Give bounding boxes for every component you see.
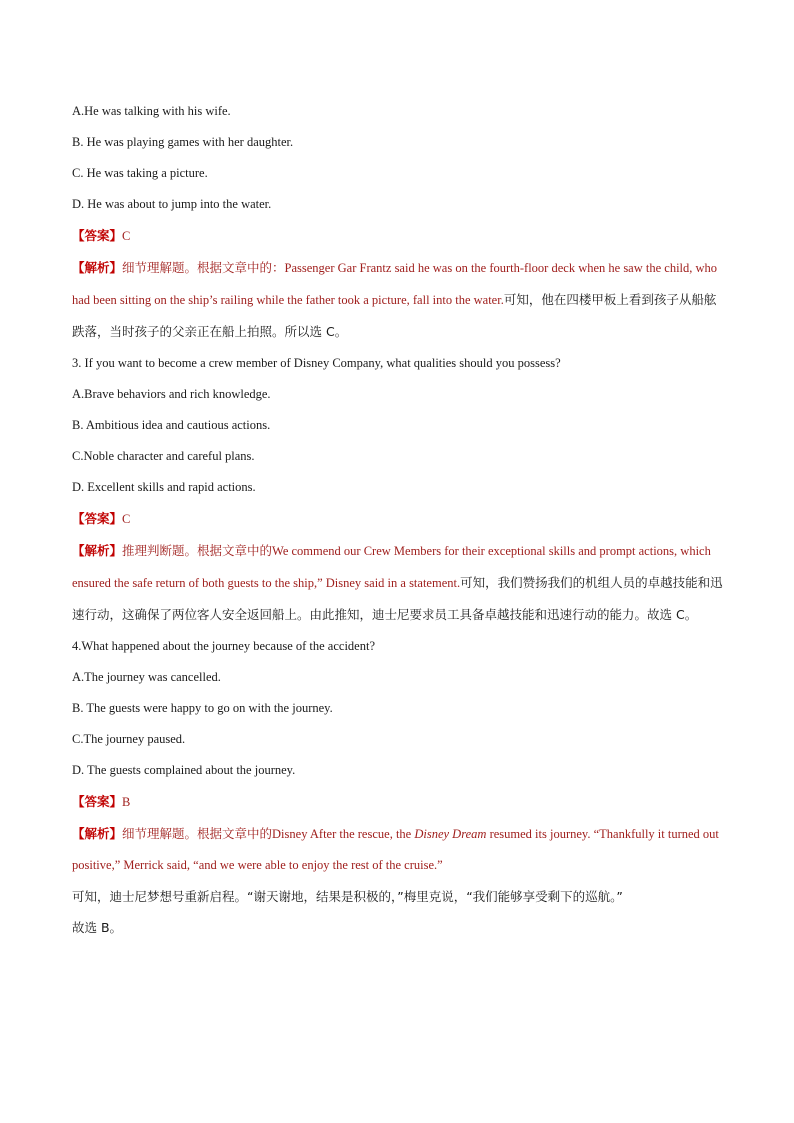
q2-analysis bbox=[72, 252, 724, 348]
answer-value: C bbox=[122, 512, 131, 526]
q2-option-d: D. He was about to jump into the water. bbox=[72, 197, 272, 211]
q3-answer bbox=[72, 503, 724, 535]
q4-option-d: D. The guests complained about the journey. bbox=[72, 763, 296, 777]
analysis-chinese: 可知，他在四楼甲板上看到孩子从船舷跌落，当时孩子的父亲正在船上拍照。所以选 C。 bbox=[72, 292, 717, 339]
q4-option-a: A.The journey was cancelled. bbox=[72, 670, 221, 684]
analysis-quote-b: resumed its journey. “Thankfully it turned out positive,” Merrick said, “and we were able to enjoy the rest of the cruise.” bbox=[72, 827, 719, 872]
analysis-quote: We commend our Crew Members for their exceptional skills and prompt actions, which ensured the safe return of both guests to the ship,” Disney said in a statement. bbox=[72, 544, 711, 590]
answer-tag: 【答案】 bbox=[72, 511, 123, 526]
analysis-type: 推理判断题。根据文章中的 bbox=[122, 543, 273, 558]
analysis-quote: Passenger Gar Frantz said he was on the fourth-floor deck when he saw the child, who had been sitting on the ship’s railing while the father took a picture, fall into the water. bbox=[72, 261, 718, 307]
q2-option-a: A.He was talking with his wife. bbox=[72, 104, 231, 118]
q3-option-d: D. Excellent skills and rapid actions. bbox=[72, 480, 256, 494]
q4-option-b: B. The guests were happy to go on with the journey. bbox=[72, 701, 333, 715]
q3-option-a: A.Brave behaviors and rich knowledge. bbox=[72, 387, 271, 401]
answer-value: B bbox=[122, 795, 131, 809]
q3-option-c: C.Noble character and careful plans. bbox=[72, 449, 255, 463]
q4-analysis bbox=[72, 818, 724, 881]
q2-answer bbox=[72, 220, 724, 252]
q3-question: 3. If you want to become a crew member of Disney Company, what qualities should you possess? bbox=[72, 356, 561, 370]
q4-question: 4.What happened about the journey because of the accident? bbox=[72, 639, 375, 653]
q4-analysis-chinese: 可知，迪士尼梦想号重新启程。“谢天谢地，结果是积极的，”梅里克说，“我们能够享受剩下的巡航。” bbox=[72, 889, 623, 904]
analysis-tag: 【解析】 bbox=[72, 260, 123, 275]
q4-option-c: C.The journey paused. bbox=[72, 732, 186, 746]
analysis-quote-a: Disney After the rescue, the bbox=[272, 827, 415, 841]
document-page bbox=[72, 96, 724, 943]
answer-tag: 【答案】 bbox=[72, 794, 123, 809]
analysis-tag: 【解析】 bbox=[72, 543, 123, 558]
analysis-type: 细节理解题。根据文章中的： bbox=[122, 260, 285, 275]
answer-value: C bbox=[122, 229, 131, 243]
q2-option-b: B. He was playing games with her daughter. bbox=[72, 135, 294, 149]
q4-analysis-end: 故选 B。 bbox=[72, 920, 123, 935]
analysis-quote-italic: Disney Dream bbox=[414, 827, 487, 841]
analysis-chinese: 可知，我们赞扬我们的机组人员的卓越技能和迅速行动，这确保了两位客人安全返回船上。由此推知，迪士尼要求员工具备卓越技能和迅速行动的能力。故选 C。 bbox=[72, 575, 723, 622]
analysis-type: 细节理解题。根据文章中的 bbox=[122, 826, 273, 841]
analysis-tag: 【解析】 bbox=[72, 826, 123, 841]
q4-answer bbox=[72, 786, 724, 818]
q2-option-c: C. He was taking a picture. bbox=[72, 166, 208, 180]
answer-tag: 【答案】 bbox=[72, 228, 123, 243]
q3-analysis bbox=[72, 535, 724, 631]
q3-option-b: B. Ambitious idea and cautious actions. bbox=[72, 418, 271, 432]
